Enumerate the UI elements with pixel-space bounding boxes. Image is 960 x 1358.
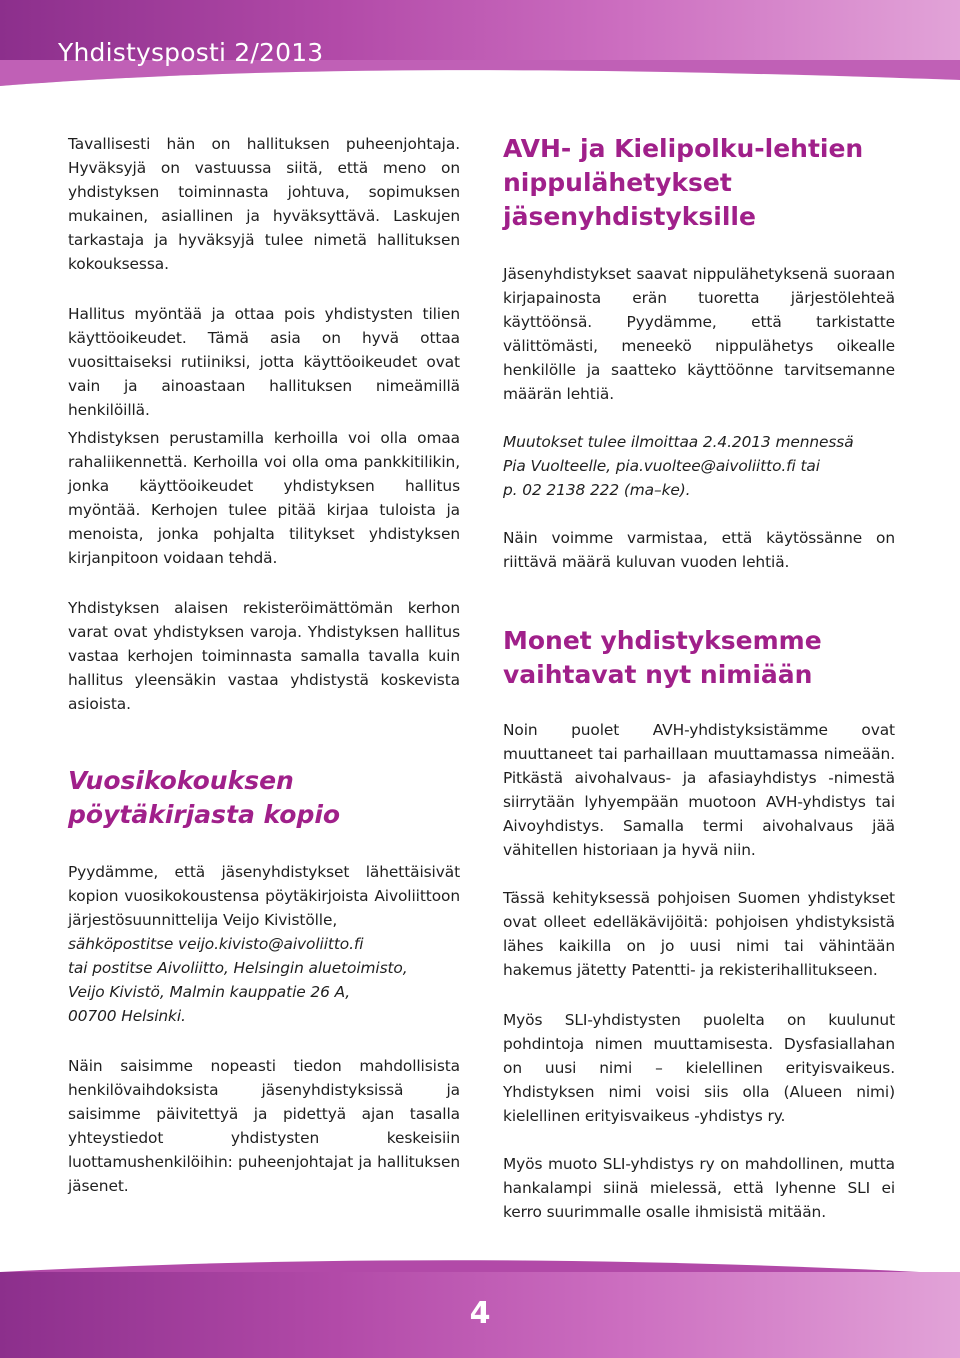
- right-heading-1-line-2: nippulähetykset: [503, 168, 732, 197]
- right-paragraph-1: Jäsenyhdistykset saavat nippulähetyksenä suoraan kirjapainosta erän tuoretta järjestölehteä käyttöönsä. Pyydämme, että tarkistatte välittömästi, meneekö nippulähetys oikealle henkilölle ja saatteko käyttöönne tarvitsemanne määrän lehtiä.: [503, 265, 895, 403]
- left-paragraph-2: Hallitus myöntää ja ottaa pois yhdistysten tilien käyttöoikeudet. Tämä asia on hyvä ottaa vuosittaiseksi rutiiniksi, jotta käyttöoikeudet ovat vain ja ainoastaan hallituksen nimeämillä henkilöillä.: [68, 305, 460, 419]
- changes-contact-line: Pia Vuolteelle, pia.vuoltee@aivoliitto.fi tai: [503, 457, 820, 475]
- left-paragraph-6: Näin saisimme nopeasti tiedon mahdollisista henkilövaihdoksista jäsenyhdistyksissä ja saisimme päivitettyä ja pidettyä ajan tasalla yhteystiedot yhdistysten keskeisiin luottamushenkilöihin: puheenjohtajat ja hallituksen jäsenet.: [68, 1057, 460, 1195]
- left-paragraph-5-text: Pyydämme, että jäsenyhdistykset lähettäisivät kopion vuosikokoustensa pöytäkirjoista Aivoliittoon järjestösuunnittelija Veijo Kivistölle,: [68, 863, 460, 929]
- right-heading-1-line-1: AVH- ja Kielipolku-lehtien: [503, 134, 864, 163]
- right-heading-2-line-2: vaihtavat nyt nimiään: [503, 660, 813, 689]
- left-paragraph-5: [68, 860, 460, 1028]
- left-heading-line-1: Vuosikokouksen: [68, 766, 294, 795]
- right-paragraph-3: Näin voimme varmistaa, että käytössänne on riittävä määrä kuluvan vuoden lehtiä.: [503, 529, 895, 571]
- right-paragraph-6: Myös SLI-yhdistysten puolelta on kuulunut pohdintoja nimen muuttamisesta. Dysfasiallahan on uusi nimi – kielellinen erityisvaikeus. Yhdistyksen nimi voisi siis olla (Alueen nimi) kielellinen erityisvaikeus -yhdistys ry.: [503, 1011, 895, 1125]
- right-heading-1-line-3: jäsenyhdistyksille: [503, 202, 756, 231]
- right-paragraph-5: Tässä kehityksessä pohjoisen Suomen yhdistykset ovat olleet edelläkävijöitä: pohjoisen yhdistyksistä lähes kaikilla on jo uusi nimi tai vähintään hakemus jätetty Patentti- ja rekisterihallitukseen.: [503, 889, 895, 979]
- left-paragraph-1: Tavallisesti hän on hallituksen puheenjohtaja. Hyväksyjä on vastuussa siitä, että meno on yhdistyksen toiminnasta johtuva, sopimuksen mukainen, asiallinen ja hyväksyttävä. Laskujen tarkastaja ja hyväksyjä tulee nimetä hallituksen kokouksessa.: [68, 135, 460, 273]
- left-paragraph-3: Yhdistyksen perustamilla kerhoilla voi olla omaa rahaliikennettä. Kerhoilla voi olla oma pankkitilikin, jonka käyttöoikeudet yhdistyksen hallitus myöntää. Kerhojen tulee pitää kirjaa tuloista ja menoista, jonka pohjalta tilitykset yhdistyksen kirjanpitoon voidaan tehdä.: [68, 429, 460, 567]
- left-heading-line-2: pöytäkirjasta kopio: [68, 800, 341, 829]
- right-heading-2-line-1: Monet yhdistyksemme: [503, 626, 822, 655]
- right-heading-nimet: [503, 624, 903, 692]
- page-number: 4: [469, 1296, 491, 1331]
- contact-post-line-1: tai postitse Aivoliitto, Helsingin aluetoimisto,: [68, 959, 408, 977]
- changes-phone-line: p. 02 2138 222 (ma–ke).: [503, 481, 691, 499]
- contact-post-line-3: 00700 Helsinki.: [68, 1007, 186, 1025]
- changes-deadline-line: Muutokset tulee ilmoittaa 2.4.2013 mennessä: [503, 433, 854, 451]
- right-paragraph-4: Noin puolet AVH-yhdistyksistämme ovat muuttaneet tai parhaillaan muuttamassa nimeään. Pitkästä aivohalvaus- ja afasiayhdistys -nimestä siirrytään lyhyempään muotoon AVH-yhdistys tai Aivoyhdistys. Samalla termi aivohalvaus jää vähitellen historiaan ja hyvä niin.: [503, 721, 895, 859]
- page-header-title: Yhdistysposti 2/2013: [58, 38, 324, 67]
- right-paragraph-7: Myös muoto SLI-yhdistys ry on mahdollinen, mutta hankalampi siinä mielessä, että lyhenne SLI ei kerro suurimmalle osalle ihmisistä mitään.: [503, 1155, 895, 1221]
- right-heading-nippulahetykset: [503, 132, 903, 234]
- left-heading-vuosikokous: [68, 764, 460, 832]
- header-curve: [0, 60, 960, 120]
- left-paragraph-4: Yhdistyksen alaisen rekisteröimättömän kerhon varat ovat yhdistyksen varoja. Yhdistyksen hallitus vastaa kerhojen toiminnasta samalla tavalla kuin hallitus yleensäkin vastaa yhdistystä koskevista asioista.: [68, 599, 460, 713]
- contact-email-line: sähköpostitse veijo.kivisto@aivoliitto.fi: [68, 935, 364, 953]
- contact-post-line-2: Veijo Kivistö, Malmin kauppatie 26 A,: [68, 983, 351, 1001]
- right-paragraph-2: [503, 430, 895, 502]
